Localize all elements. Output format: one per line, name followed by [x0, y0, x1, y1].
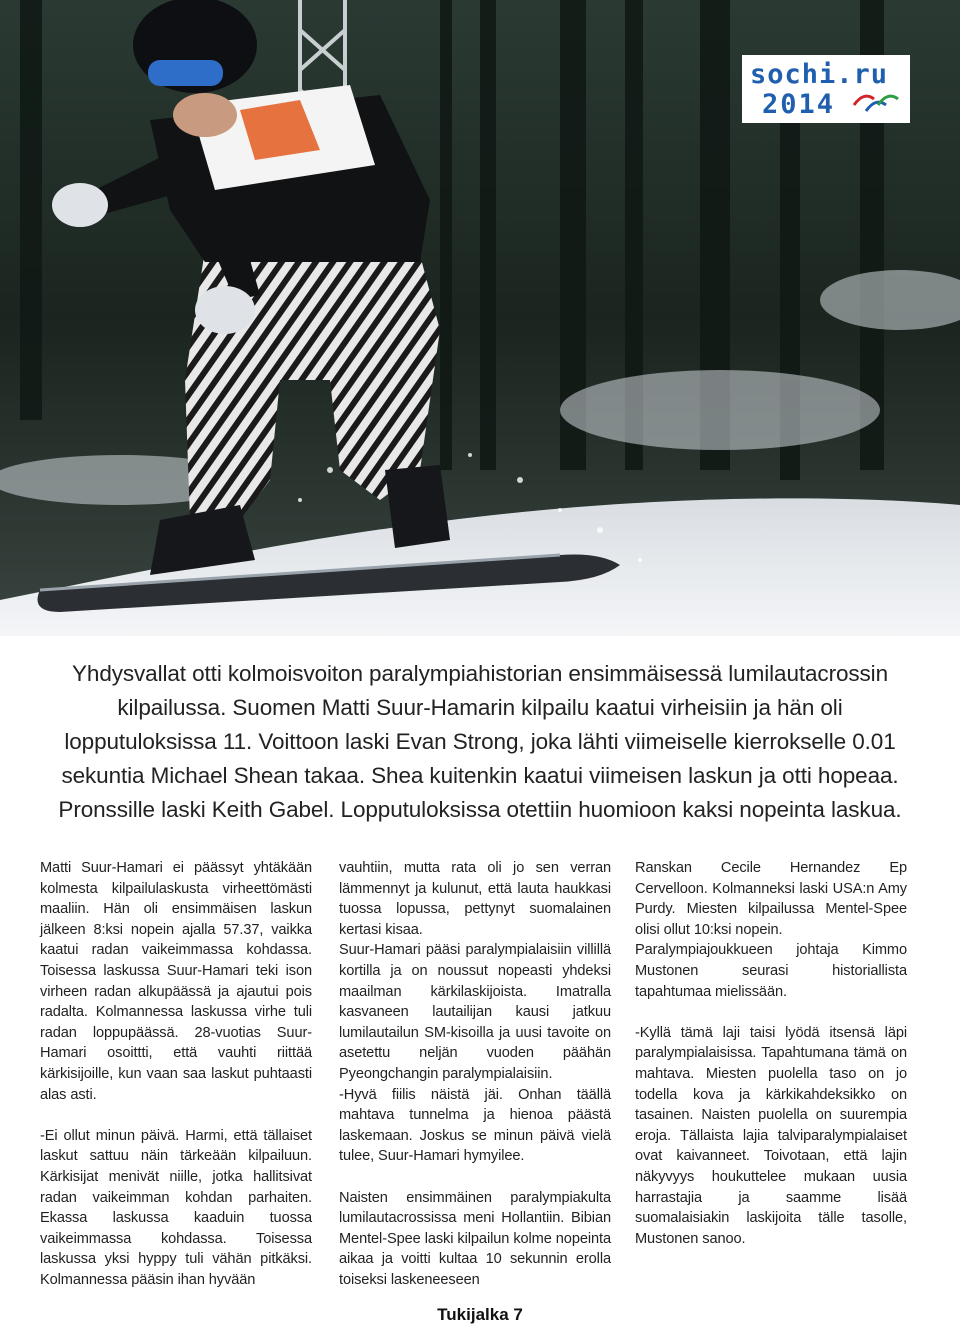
page-footer	[0, 1305, 960, 1325]
column-paragraph: Suur-Hamari pääsi paralympialaisiin villillä kortilla ja on noussut nopeasti yhdeksi maailman kärkilaskijoista. Imatralla kasvaneen lautailijan kausi jatkuu lumilautailun SM-kisoilla ja uusi tavoite on asetettu neljän vuoden päähän Pyeongchangin paralympialaisiin.	[339, 942, 611, 1082]
column-paragraph: -Kyllä tämä laji taisi lyödä itsensä läpi paralympialaisissa. Tapahtumana tämä on mahtava. Miesten puolella taso on jo todella kova ja kärkikahdeksikko on tasainen. Naisten puolella on suurempia eroja. Tällaista lajia talviparalympialaiset ovat kaivanneet. Toivotaan, että lajin näkyvyys houkuttelee mukaan uusia harrastajia ja saamme lisää suomalaisiakin laskijoita tälle tasolle, Mustonen sanoo.	[635, 1024, 907, 1247]
rider-glove-left	[52, 183, 108, 227]
article-column-2	[339, 858, 611, 1290]
article-column-3	[635, 858, 907, 1249]
rider-glove-right	[195, 286, 255, 334]
column-paragraph: vauhtiin, mutta rata oli jo sen verran lämmennyt ja kulunut, että lauta haukkasi tuossa lopussa, pettynyt suomalainen kertasi kisaa.	[339, 860, 611, 938]
sochi-2014-logo	[742, 55, 910, 123]
rider-goggles	[148, 60, 223, 86]
column-paragraph: -Hyvä fiilis näistä jäi. Onhan täällä mahtava tunnelma ja hienoa päästä laskemaan. Joskus se minun päivä vielä tulee, Suur-Hamari hymyilee.	[339, 1086, 611, 1165]
column-paragraph: Matti Suur-Hamari ei päässyt yhtäkään kolmesta kilpailulaskusta virheettömästi maaliin. Hän oli ensimmäisen laskun jälkeen 8:ksi nopein ajalla 57.37, vaikka kaatui radan vaikeimmassa kohdassa. Toisessa laskussa Suur-Hamari teki ison virheen radan alkupäässä ja ajautui pois radalta. Kolmannessa laskussa virhe tuli radan loppupäässä. 28-vuotias Suur-Hamari osoittti, että vauhti riittää kärkisijoille, kun vaan saa laskut puhtaasti alas asti.	[40, 860, 312, 1103]
rider-boot-right	[385, 465, 450, 548]
column-paragraph: Ranskan Cecile Hernandez Ep Cervelloon. Kolmanneksi laski USA:n Amy Purdy. Miesten kilpailussa Mentel-Spee olisi ollut 10:ksi nopein.	[635, 860, 907, 938]
snowboarder-photo	[0, 0, 960, 636]
lead-text: Yhdysvallat otti kolmoisvoiton paralympiahistorian ensimmäisessä lumilautacrossin kilpailussa. Suomen Matti Suur-Hamarin kilpailu kaatui virheisiin ja hän oli lopputuloksissa 11. Voittoon laski Evan Strong, joka lähti viimeiselle kierrokselle 0.01 sekuntia Michael Shean takaa. Shea kuitenkin kaatui viimeisen laskun ja otti hopeaa. Pronssille laski Keith Gabel. Lopputuloksissa otettiin huomioon kaksi nopeinta laskua.	[58, 661, 902, 822]
logo-text-top: sochi.ru	[750, 59, 889, 90]
logo-text-bottom: 2014	[762, 89, 836, 120]
column-paragraph: Naisten ensimmäinen paralympiakulta lumilautacrossissa meni Hollantiin. Bibian Mentel-Spee laski kilpailun kolme nopeinta aikaa ja voitti kultaa 10 sekunnin erolla toiseksi laskeneeseen	[339, 1189, 611, 1288]
lead-paragraph	[40, 657, 920, 827]
footer-label: Tukijalka 7	[437, 1305, 523, 1324]
column-paragraph: -Ei ollut minun päivä. Harmi, että tällaiset laskut sattuu näin tärkeään kilpailuun. Kärkisijat menivät niille, jotka hallitsivat radan vaikeimman kohdan parhaiten. Ekassa laskussa kaaduin tuossa vaikeimmassa kohdassa. Toisessa laskussa yksi hyppy tuli vähän pitkäksi. Kolmannessa pääsin ihan hyvään	[40, 1127, 312, 1288]
article-column-1	[40, 858, 312, 1290]
column-paragraph: Paralympiajoukkueen johtaja Kimmo Mustonen seurasi historiallista tapahtumaa mielissään.	[635, 942, 907, 1000]
